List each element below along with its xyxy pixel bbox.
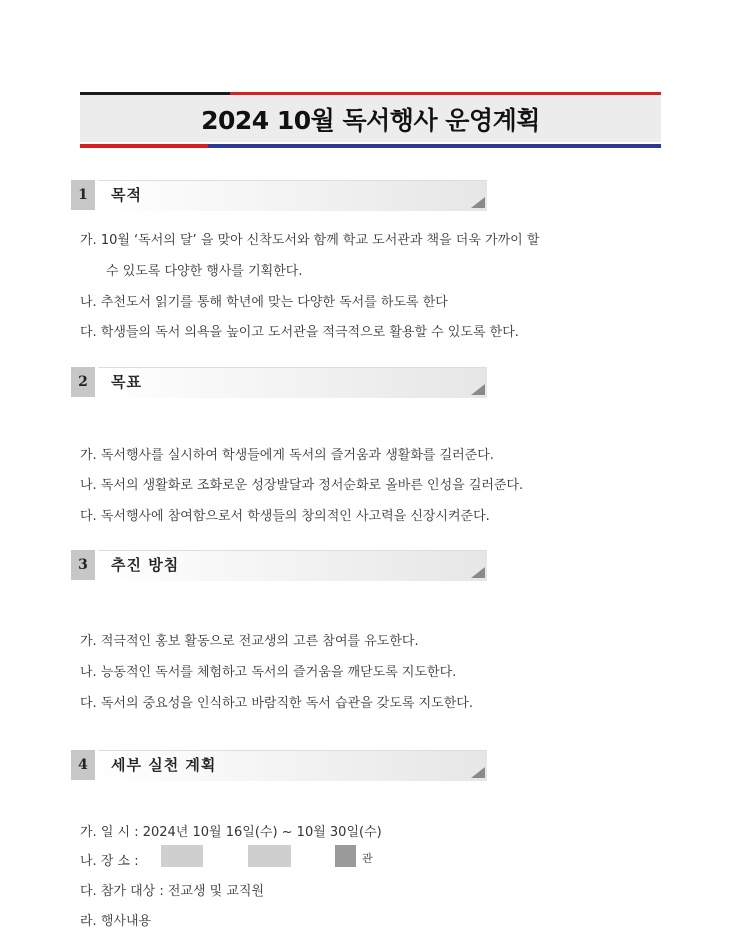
corner-triangle-icon xyxy=(471,767,485,778)
section-number: 4 xyxy=(71,750,95,780)
goal-item-b: 나. 독서의 생활화로 조화로운 성장발달과 정서순화로 올바른 인성을 길러준다. xyxy=(80,478,524,493)
redacted-block xyxy=(161,845,203,867)
title-banner xyxy=(80,95,661,142)
corner-triangle-icon xyxy=(471,567,485,578)
title-bottom-rule-red xyxy=(80,144,208,148)
section-header-details xyxy=(71,750,487,780)
policy-item-c: 다. 독서의 중요성을 인식하고 바람직한 독서 습관을 갖도록 지도한다. xyxy=(80,696,473,711)
purpose-item-a-cont: 수 있도록 다양한 행사를 기획한다. xyxy=(106,264,303,279)
section-title: 목적 xyxy=(111,186,142,204)
section-title: 세부 실천 계획 xyxy=(111,756,217,774)
goal-item-c: 다. 독서행사에 참여함으로서 학생들의 창의적인 사고력을 신장시켜준다. xyxy=(80,509,490,524)
detail-item-place-suffix: 관 xyxy=(362,852,373,865)
detail-item-content: 라. 행사내용 xyxy=(80,914,152,929)
detail-item-place-label: 나. 장 소 : xyxy=(80,854,139,869)
section-header-goals xyxy=(71,367,487,397)
section-title: 목표 xyxy=(111,373,142,391)
section-number: 2 xyxy=(71,367,95,397)
corner-triangle-icon xyxy=(471,197,485,208)
detail-item-date: 가. 일 시 : 2024년 10월 16일(수) ~ 10월 30일(수) xyxy=(80,825,382,840)
corner-triangle-icon xyxy=(471,384,485,395)
title-box xyxy=(80,92,661,148)
section-bar xyxy=(98,180,487,211)
detail-item-participants: 다. 참가 대상 : 전교생 및 교직원 xyxy=(80,884,265,899)
section-number: 1 xyxy=(71,180,95,210)
section-number: 3 xyxy=(71,550,95,580)
section-title: 추진 방침 xyxy=(111,556,180,574)
section-bar xyxy=(98,367,487,398)
redacted-block xyxy=(248,845,291,867)
purpose-item-b: 나. 추천도서 읽기를 통해 학년에 맞는 다양한 독서를 하도록 한다 xyxy=(80,295,448,310)
title-bottom-rule-blue xyxy=(208,144,661,148)
policy-item-a: 가. 적극적인 홍보 활동으로 전교생의 고른 참여를 유도한다. xyxy=(80,634,419,649)
section-header-policy xyxy=(71,550,487,580)
purpose-item-c: 다. 학생들의 독서 의욕을 높이고 도서관을 적극적으로 활용할 수 있도록 한다. xyxy=(80,325,519,340)
policy-item-b: 나. 능동적인 독서를 체험하고 독서의 즐거움을 깨닫도록 지도한다. xyxy=(80,665,457,680)
page-title: 2024 10월 독서행사 운영계획 xyxy=(201,105,540,135)
section-header-purpose xyxy=(71,180,487,210)
redacted-block xyxy=(335,845,356,867)
purpose-item-a: 가. 10월 ‘독서의 달’ 을 맞아 신착도서와 함께 학교 도서관과 책을 더욱 가까이 할 xyxy=(80,233,540,248)
goal-item-a: 가. 독서행사를 실시하여 학생들에게 독서의 즐거움과 생활화를 길러준다. xyxy=(80,448,494,463)
